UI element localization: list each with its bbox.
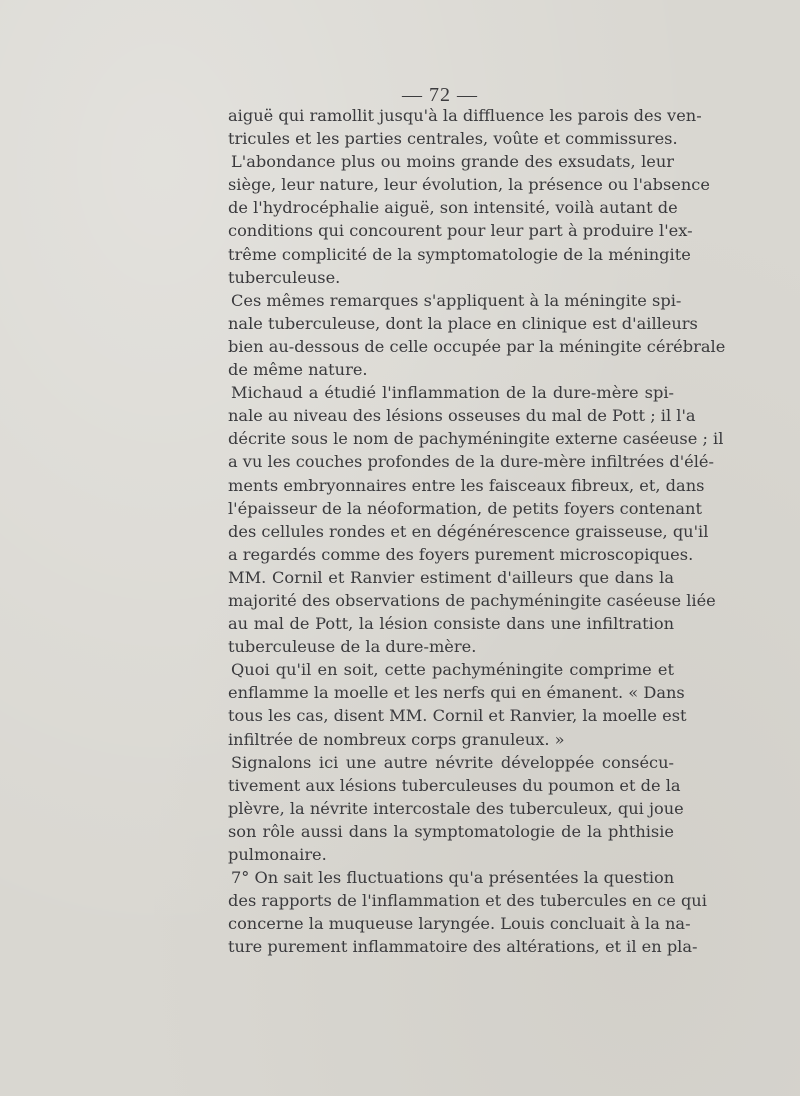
text-line: 7° On sait les fluctuations qu'a présentées la question — [231, 868, 675, 888]
text-line: L'abondance plus ou moins grande des exsudats, leur — [231, 152, 674, 172]
text-line: tuberculeuse de la dure-mère. — [228, 637, 477, 657]
text-line: des rapports de l'inflammation et des tubercules en ce qui — [228, 891, 707, 911]
text-line: Quoi qu'il en soit, cette pachyméningite comprime et — [231, 660, 674, 680]
text-line: a vu les couches profondes de la dure-mère infiltrées d'élé- — [228, 452, 714, 472]
text-line: de l'hydrocéphalie aiguë, son intensité, voilà autant de — [228, 198, 678, 218]
text-line: tricules et les parties centrales, voûte et commissures. — [228, 129, 678, 149]
text-line: l'épaisseur de la néoformation, de petits foyers contenant — [228, 498, 702, 518]
text-line: aiguë qui ramollit jusqu'à la diffluence les parois des ven- — [228, 106, 702, 125]
text-line: son rôle aussi dans la symptomatologie de la phthisie — [228, 821, 674, 841]
text-line: ments embryonnaires entre les faisceaux fibreux, et, dans — [228, 475, 705, 495]
text-line: tuberculeuse. — [228, 267, 341, 287]
text-line: décrite sous le nom de pachyméningite externe caséeuse ; il — [228, 429, 724, 449]
text-line: de même nature. — [228, 360, 368, 380]
text-line: MM. Cornil et Ranvier estiment d'ailleurs que dans la — [228, 567, 674, 587]
text-line: des cellules rondes et en dégénérescence graisseuse, qu'il — [228, 521, 709, 541]
text-line: infiltrée de nombreux corps granuleux. » — [228, 729, 565, 749]
text-line: ture purement inflammatoire des altérations, et il en pla- — [228, 937, 698, 957]
text-line: siège, leur nature, leur évolution, la présence ou l'absence — [228, 175, 710, 195]
text-line: nale tuberculeuse, dont la place en clinique est d'ailleurs — [228, 313, 698, 333]
text-line: tivement aux lésions tuberculeuses du poumon et de la — [228, 775, 681, 795]
text-line: conditions qui concourent pour leur part à produire l'ex- — [228, 221, 693, 241]
text-line: Signalons ici une autre névrite développée consécu- — [231, 752, 674, 772]
text-line: nale au niveau des lésions osseuses du mal de Pott ; il l'a — [228, 406, 696, 426]
text-line: tous les cas, disent MM. Cornil et Ranvier, la moelle est — [228, 706, 687, 726]
text-line: Ces mêmes remarques s'appliquent à la méningite spi- — [231, 290, 682, 310]
text-line: au mal de Pott, la lésion consiste dans une infiltration — [228, 614, 674, 634]
text-line: enflamme la moelle et les nerfs qui en émanent. « Dans — [228, 683, 685, 703]
text-line: concerne la muqueuse laryngée. Louis concluait à la na- — [228, 914, 691, 934]
text-line: bien au-dessous de celle occupée par la méningite cérébrale — [228, 336, 726, 356]
text-line: plèvre, la névrite intercostale des tuberculeux, qui joue — [228, 798, 684, 818]
text-line: Michaud a étudié l'inflammation de la dure-mère spi- — [231, 383, 674, 403]
page-number: — 72 — — [402, 84, 478, 106]
text-line: a regardés comme des foyers purement microscopiques. — [228, 544, 694, 564]
text-line: majorité des observations de pachyméningite caséeuse liée — [228, 590, 716, 610]
text-line: pulmonaire. — [228, 845, 327, 864]
body-text — [228, 104, 726, 958]
text-line: trême complicité de la symptomatologie de la méningite — [228, 244, 691, 264]
